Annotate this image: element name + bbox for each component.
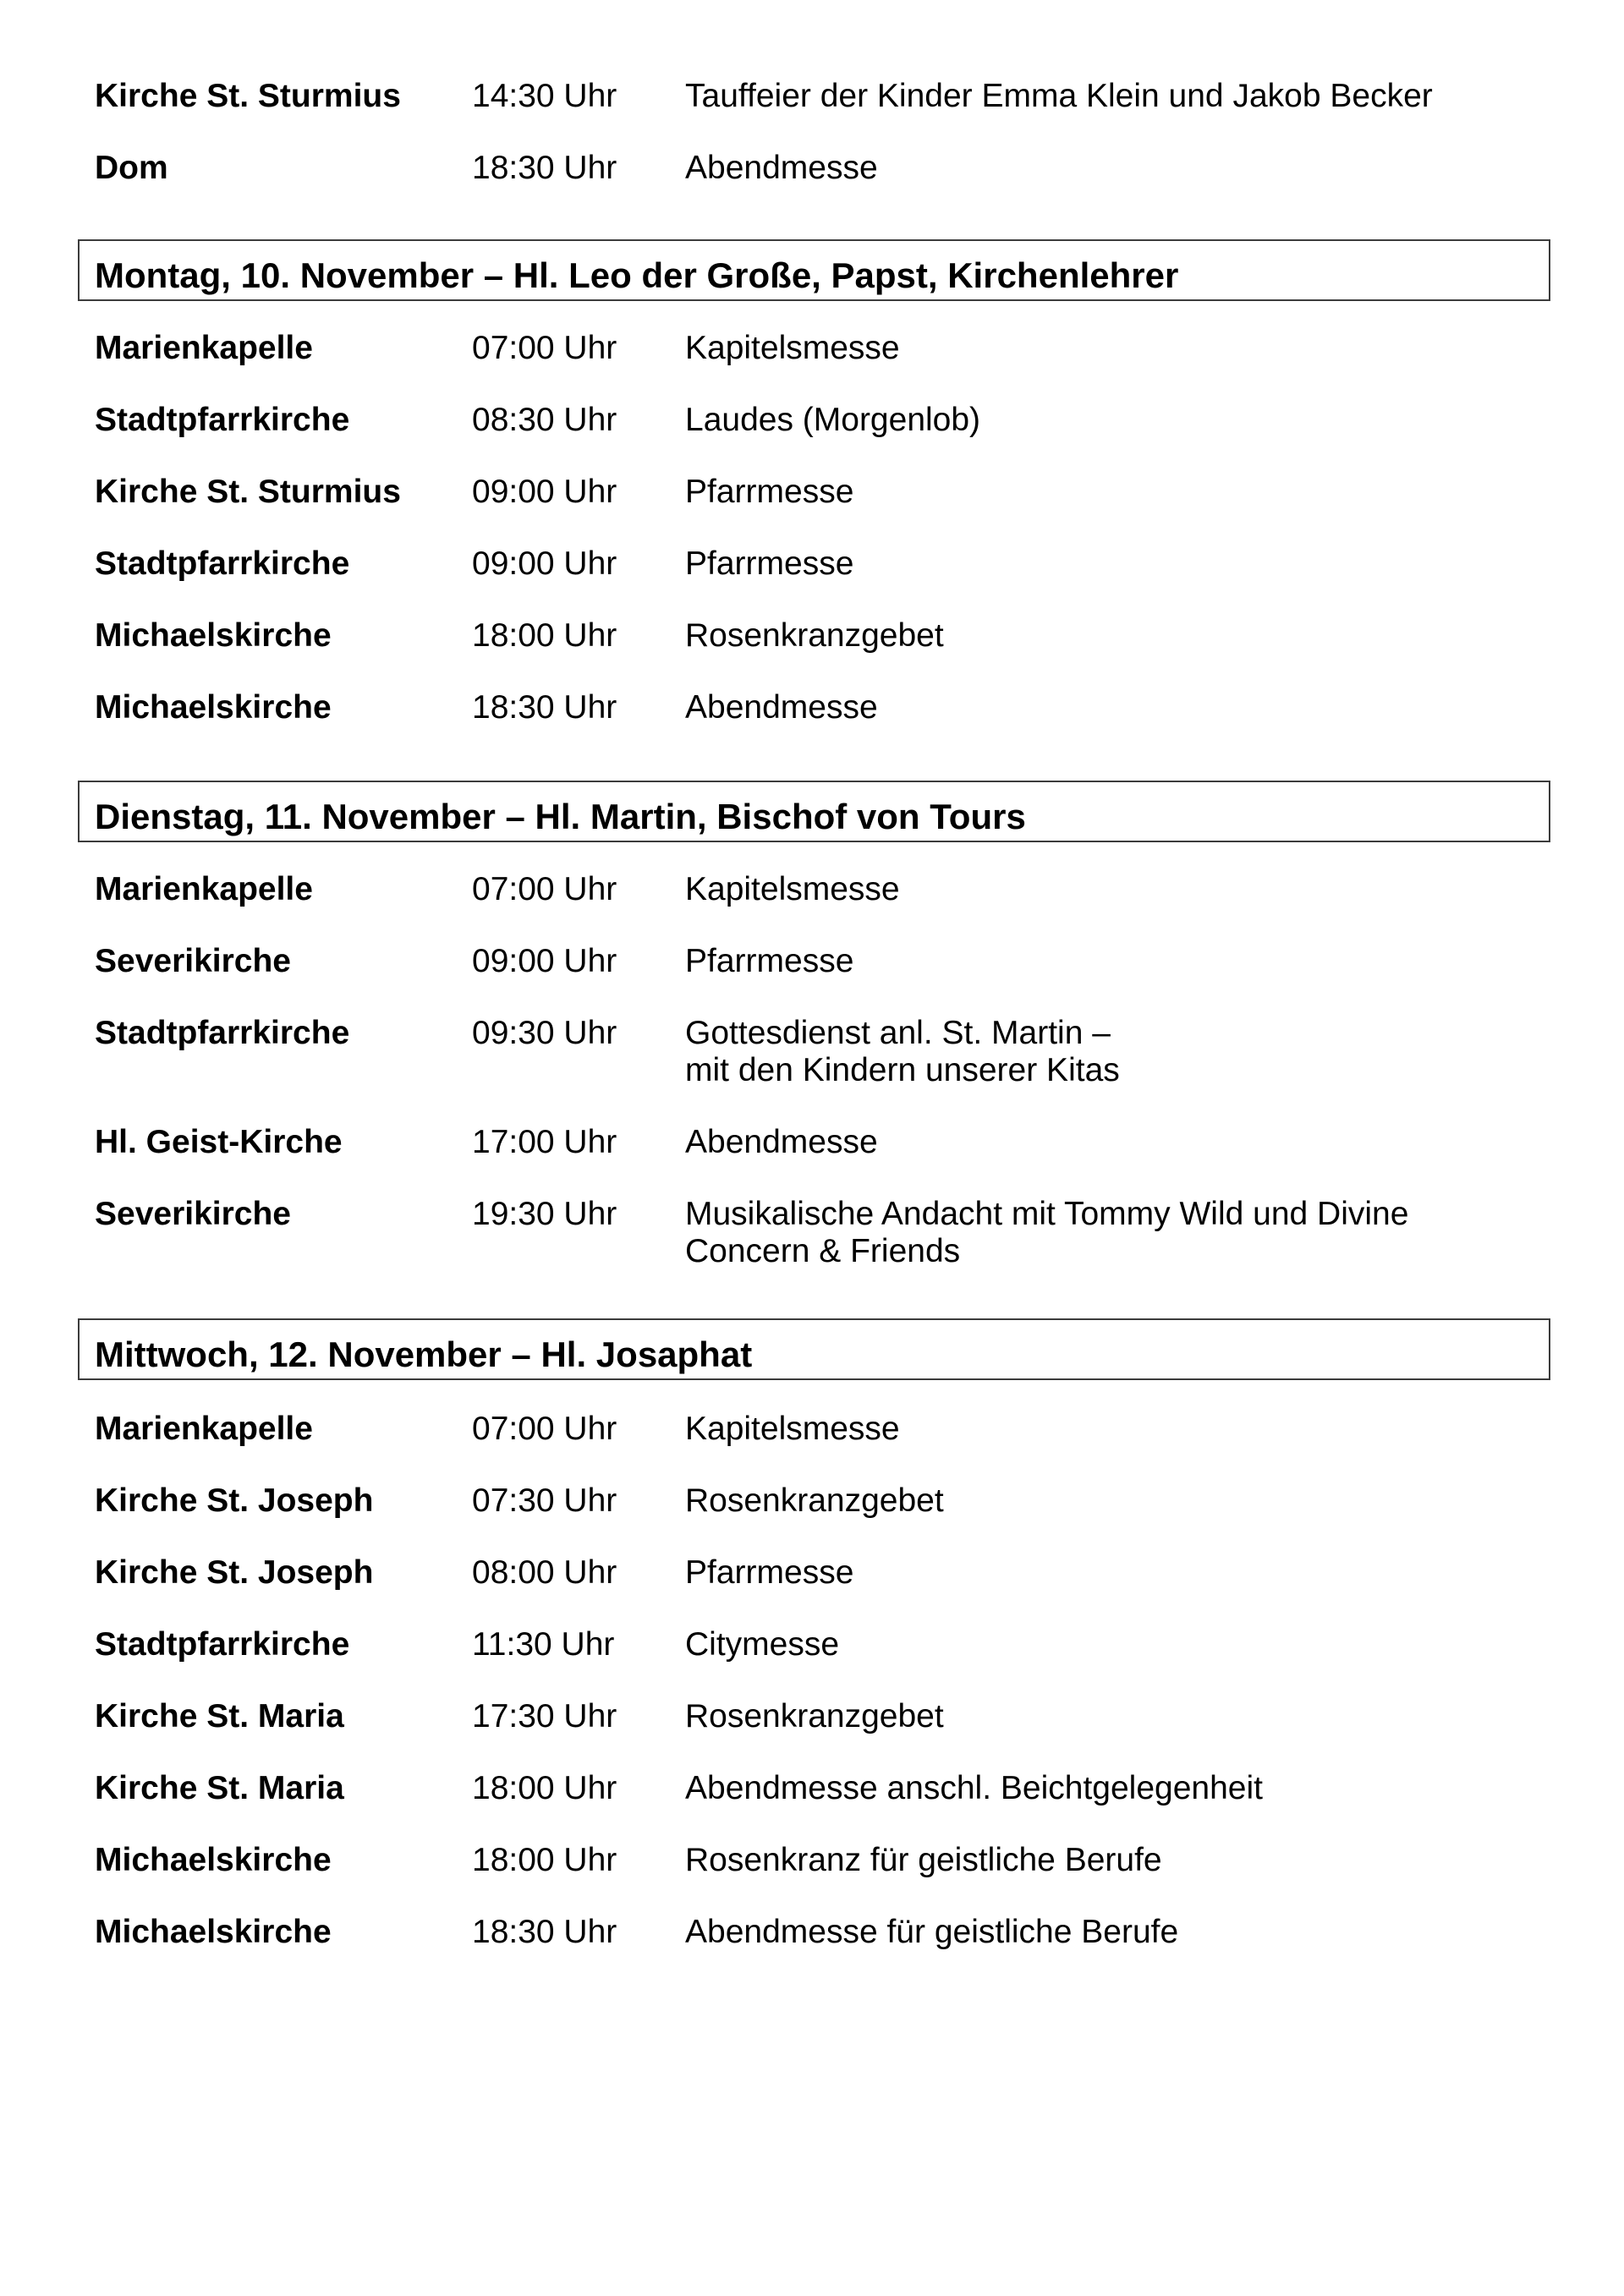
row-location: Michaelskirche	[95, 1914, 332, 1950]
schedule-row	[78, 1554, 1550, 1626]
row-location: Kirche St. Joseph	[95, 1554, 374, 1591]
row-description	[685, 1015, 1531, 1089]
row-time: 14:30 Uhr	[472, 78, 617, 114]
schedule-row	[78, 1411, 1550, 1482]
row-description	[685, 1411, 1531, 1448]
schedule-row	[78, 545, 1550, 617]
row-description	[685, 78, 1531, 115]
row-description	[685, 1124, 1531, 1161]
schedule-row	[78, 689, 1550, 761]
row-description-line: Abendmesse	[685, 1124, 878, 1160]
row-description-line: Concern & Friends	[685, 1233, 961, 1269]
row-description-line: Rosenkranzgebet	[685, 1698, 944, 1734]
row-description	[685, 1914, 1531, 1951]
row-description	[685, 617, 1531, 655]
row-time: 18:00 Uhr	[472, 1770, 617, 1806]
day-header: Mittwoch, 12. November – Hl. Josaphat	[78, 1318, 1550, 1380]
section-tuesday	[78, 781, 1550, 1305]
schedule-row	[78, 150, 1550, 222]
row-description-line: Kapitelsmesse	[685, 330, 900, 366]
row-description-line: Pfarrmesse	[685, 943, 854, 979]
row-time: 08:30 Uhr	[472, 402, 617, 438]
row-time: 17:00 Uhr	[472, 1124, 617, 1160]
row-time: 09:00 Uhr	[472, 474, 617, 510]
schedule-row	[78, 1196, 1550, 1305]
row-location: Kirche St. Sturmius	[95, 474, 401, 510]
row-time: 09:00 Uhr	[472, 943, 617, 979]
row-location: Marienkapelle	[95, 1411, 313, 1447]
row-description-line: Laudes (Morgenlob)	[685, 402, 981, 438]
row-description-line: mit den Kindern unserer Kitas	[685, 1052, 1120, 1088]
row-description	[685, 474, 1531, 511]
row-time: 18:00 Uhr	[472, 617, 617, 654]
day-header: Montag, 10. November – Hl. Leo der Große, Papst, Kirchenlehrer	[78, 239, 1550, 301]
row-description	[685, 330, 1531, 367]
row-location: Michaelskirche	[95, 617, 332, 654]
schedule-row	[78, 1842, 1550, 1914]
schedule-page	[78, 78, 1550, 1986]
row-time: 18:00 Uhr	[472, 1842, 617, 1878]
row-description-line: Abendmesse für geistliche Berufe	[685, 1914, 1179, 1950]
row-location: Stadtpfarrkirche	[95, 1015, 350, 1051]
row-location: Marienkapelle	[95, 871, 313, 907]
row-description	[685, 150, 1531, 187]
schedule-row	[78, 1015, 1550, 1124]
row-description-line: Abendmesse	[685, 150, 878, 186]
row-description	[685, 943, 1531, 980]
schedule-row	[78, 617, 1550, 689]
row-description-line: Citymesse	[685, 1626, 840, 1663]
row-location: Stadtpfarrkirche	[95, 545, 350, 582]
row-location: Michaelskirche	[95, 689, 332, 726]
row-description	[685, 1554, 1531, 1592]
schedule-row	[78, 871, 1550, 943]
row-description-line: Abendmesse	[685, 689, 878, 726]
row-description-line: Pfarrmesse	[685, 1554, 854, 1591]
schedule-row	[78, 1914, 1550, 1986]
row-time: 11:30 Uhr	[472, 1626, 615, 1663]
row-description-line: Tauffeier der Kinder Emma Klein und Jakob Becker	[685, 78, 1433, 114]
schedule-row	[78, 943, 1550, 1015]
row-time: 07:00 Uhr	[472, 1411, 617, 1447]
row-description-line: Gottesdienst anl. St. Martin –	[685, 1015, 1111, 1051]
row-time: 09:30 Uhr	[472, 1015, 617, 1051]
row-description	[685, 1626, 1531, 1663]
row-description-line: Abendmesse anschl. Beichtgelegenheit	[685, 1770, 1263, 1806]
row-location: Kirche St. Maria	[95, 1698, 344, 1734]
row-location: Severikirche	[95, 1196, 292, 1232]
schedule-row	[78, 78, 1550, 150]
row-description-line: Rosenkranz für geistliche Berufe	[685, 1842, 1162, 1878]
day-header: Dienstag, 11. November – Hl. Martin, Bischof von Tours	[78, 781, 1550, 842]
row-description-line: Kapitelsmesse	[685, 1411, 900, 1447]
row-location: Michaelskirche	[95, 1842, 332, 1878]
schedule-row	[78, 474, 1550, 545]
row-description-line: Musikalische Andacht mit Tommy Wild und Divine	[685, 1196, 1409, 1232]
row-time: 18:30 Uhr	[472, 150, 617, 186]
row-description-line: Rosenkranzgebet	[685, 617, 944, 654]
row-location: Stadtpfarrkirche	[95, 1626, 350, 1663]
row-description	[685, 1482, 1531, 1520]
schedule-row	[78, 1698, 1550, 1770]
row-location: Kirche St. Joseph	[95, 1482, 374, 1519]
row-description	[685, 1842, 1531, 1879]
section-monday	[78, 239, 1550, 761]
row-time: 09:00 Uhr	[472, 545, 617, 582]
section-continued	[78, 78, 1550, 222]
section-wednesday	[78, 1318, 1550, 1986]
schedule-row	[78, 1482, 1550, 1554]
schedule-row	[78, 1626, 1550, 1698]
row-time: 18:30 Uhr	[472, 1914, 617, 1950]
row-description-line: Pfarrmesse	[685, 545, 854, 582]
row-description	[685, 545, 1531, 583]
row-description	[685, 1196, 1531, 1270]
row-location: Kirche St. Maria	[95, 1770, 344, 1806]
schedule-row	[78, 1124, 1550, 1196]
row-description	[685, 689, 1531, 726]
row-location: Marienkapelle	[95, 330, 313, 366]
row-time: 18:30 Uhr	[472, 689, 617, 726]
row-description	[685, 402, 1531, 439]
row-time: 07:00 Uhr	[472, 871, 617, 907]
row-description-line: Kapitelsmesse	[685, 871, 900, 907]
row-description	[685, 1698, 1531, 1735]
row-location: Dom	[95, 150, 168, 186]
row-description	[685, 871, 1531, 908]
row-location: Severikirche	[95, 943, 292, 979]
row-description-line: Pfarrmesse	[685, 474, 854, 510]
row-time: 07:00 Uhr	[472, 330, 617, 366]
schedule-row	[78, 402, 1550, 474]
schedule-row	[78, 330, 1550, 402]
row-location: Hl. Geist-Kirche	[95, 1124, 343, 1160]
schedule-row	[78, 1770, 1550, 1842]
row-description	[685, 1770, 1531, 1807]
row-time: 07:30 Uhr	[472, 1482, 617, 1519]
row-time: 08:00 Uhr	[472, 1554, 617, 1591]
row-location: Kirche St. Sturmius	[95, 78, 401, 114]
row-time: 17:30 Uhr	[472, 1698, 617, 1734]
row-time: 19:30 Uhr	[472, 1196, 617, 1232]
row-location: Stadtpfarrkirche	[95, 402, 350, 438]
row-description-line: Rosenkranzgebet	[685, 1482, 944, 1519]
